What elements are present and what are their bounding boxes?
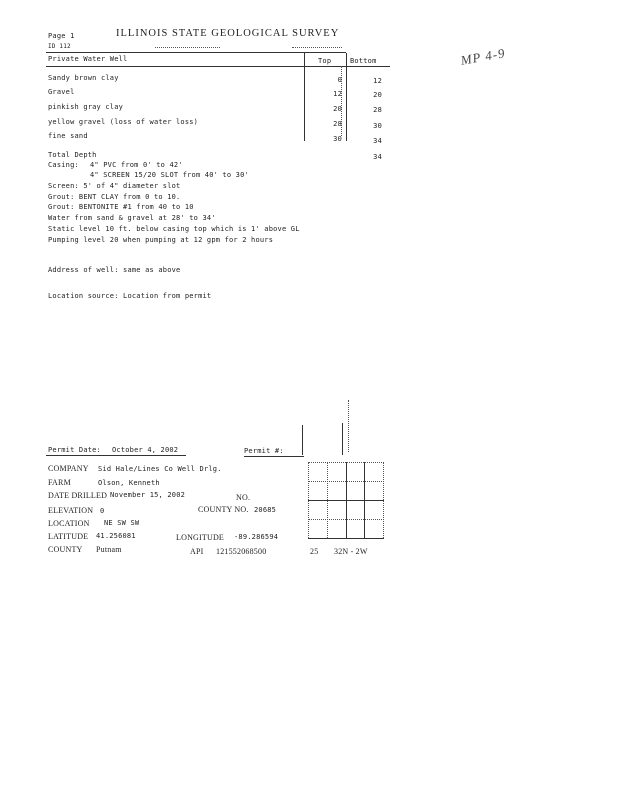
api-label: API: [190, 547, 204, 556]
latitude-value: 41.256081: [96, 532, 136, 540]
county-value: Putnam: [96, 545, 122, 554]
section-value: 25: [310, 547, 319, 556]
location-label: LOCATION: [48, 519, 90, 528]
county-label: COUNTY: [48, 545, 83, 554]
elevation-label: ELEVATION: [48, 506, 94, 515]
permit-number-underline: [244, 456, 304, 457]
col-description-header: Private Water Well: [48, 55, 128, 63]
log-row-bottom: 12: [373, 77, 382, 85]
log-row-desc: Sandy brown clay: [48, 74, 119, 82]
log-row-bottom: 28: [373, 106, 382, 114]
log-row-desc: pinkish gray clay: [48, 103, 124, 111]
record-id: ID 112: [48, 43, 71, 50]
no-label: NO.: [236, 493, 251, 502]
casing-line-1: 4" PVC from 0' to 42': [90, 161, 183, 169]
date-drilled-value: November 15, 2002: [110, 491, 186, 499]
log-row-top: 0: [337, 76, 342, 84]
static-level-line: Static level 10 ft. below casing top which is 1' above GL: [48, 225, 300, 233]
log-row-bottom: 34: [373, 137, 382, 145]
grout-line: Grout: BENT CLAY from 0 to 10.: [48, 193, 181, 201]
log-row-top: 28: [333, 120, 342, 128]
date-drilled-label: DATE DRILLED: [48, 491, 108, 500]
log-row-top: 12: [333, 90, 342, 98]
page-label: Page 1: [48, 32, 75, 40]
margin-mark: [348, 400, 349, 452]
permit-date-underline: [46, 455, 186, 456]
log-row-desc: yellow gravel (loss of water loss): [48, 118, 199, 126]
table-top-rule: [46, 52, 346, 53]
farm-label: FARM: [48, 478, 71, 487]
log-row-top: 30: [333, 135, 342, 143]
location-value: NE SW SW: [104, 519, 140, 527]
grout-line-2: Grout: BENTONITE #1 from 40 to 10: [48, 203, 194, 211]
longitude-value: -89.286594: [234, 533, 279, 541]
county-no-label: COUNTY NO.: [198, 505, 249, 514]
log-row-bottom: 20: [373, 91, 382, 99]
table-divider-left: [304, 53, 305, 141]
farm-value: Olson, Kenneth: [98, 479, 160, 487]
header-dots: [155, 47, 220, 48]
total-depth-label: Total Depth: [48, 151, 97, 159]
header-dots-2: [292, 47, 342, 48]
table-header-rule: [46, 66, 390, 67]
permit-number-label: Permit #:: [244, 447, 284, 455]
company-label: COMPANY: [48, 464, 89, 473]
log-row-top: 20: [333, 105, 342, 113]
location-source-line: Location source: Location from permit: [48, 292, 212, 300]
casing-label: Casing:: [48, 161, 79, 169]
screen-line: Screen: 5' of 4" diameter slot: [48, 182, 181, 190]
col-top-header: Top: [318, 57, 332, 65]
section-grid: [308, 462, 384, 538]
total-depth-value: 34: [373, 153, 382, 161]
log-row-desc: fine sand: [48, 132, 88, 140]
pumping-level-line: Pumping level 20 when pumping at 12 gpm for 2 hours: [48, 236, 274, 244]
casing-line-2: 4" SCREEN 15/20 SLOT from 40' to 30': [90, 171, 249, 179]
log-row-desc: Gravel: [48, 88, 75, 96]
handwritten-note: MP 4-9: [459, 45, 507, 68]
table-divider-right: [346, 53, 347, 141]
elevation-value: 0: [100, 507, 105, 515]
township-range-value: 32N - 2W: [334, 547, 368, 556]
water-line: Water from sand & gravel at 28' to 34': [48, 214, 216, 222]
permit-date-value: October 4, 2002: [112, 446, 179, 454]
api-value: 121552068500: [216, 547, 267, 556]
county-no-value: 20685: [254, 506, 277, 514]
document-title: ILLINOIS STATE GEOLOGICAL SURVEY: [116, 28, 340, 39]
company-value: Sid Hale/Lines Co Well Drlg.: [98, 465, 222, 473]
latitude-label: LATITUDE: [48, 532, 89, 541]
log-row-bottom: 30: [373, 122, 382, 130]
col-bottom-header: Bottom: [350, 57, 377, 65]
longitude-label: LONGITUDE: [176, 533, 225, 542]
margin-mark: [302, 425, 303, 455]
permit-date-label: Permit Date:: [48, 446, 101, 454]
margin-mark: [342, 423, 343, 455]
address-line: Address of well: same as above: [48, 266, 181, 274]
